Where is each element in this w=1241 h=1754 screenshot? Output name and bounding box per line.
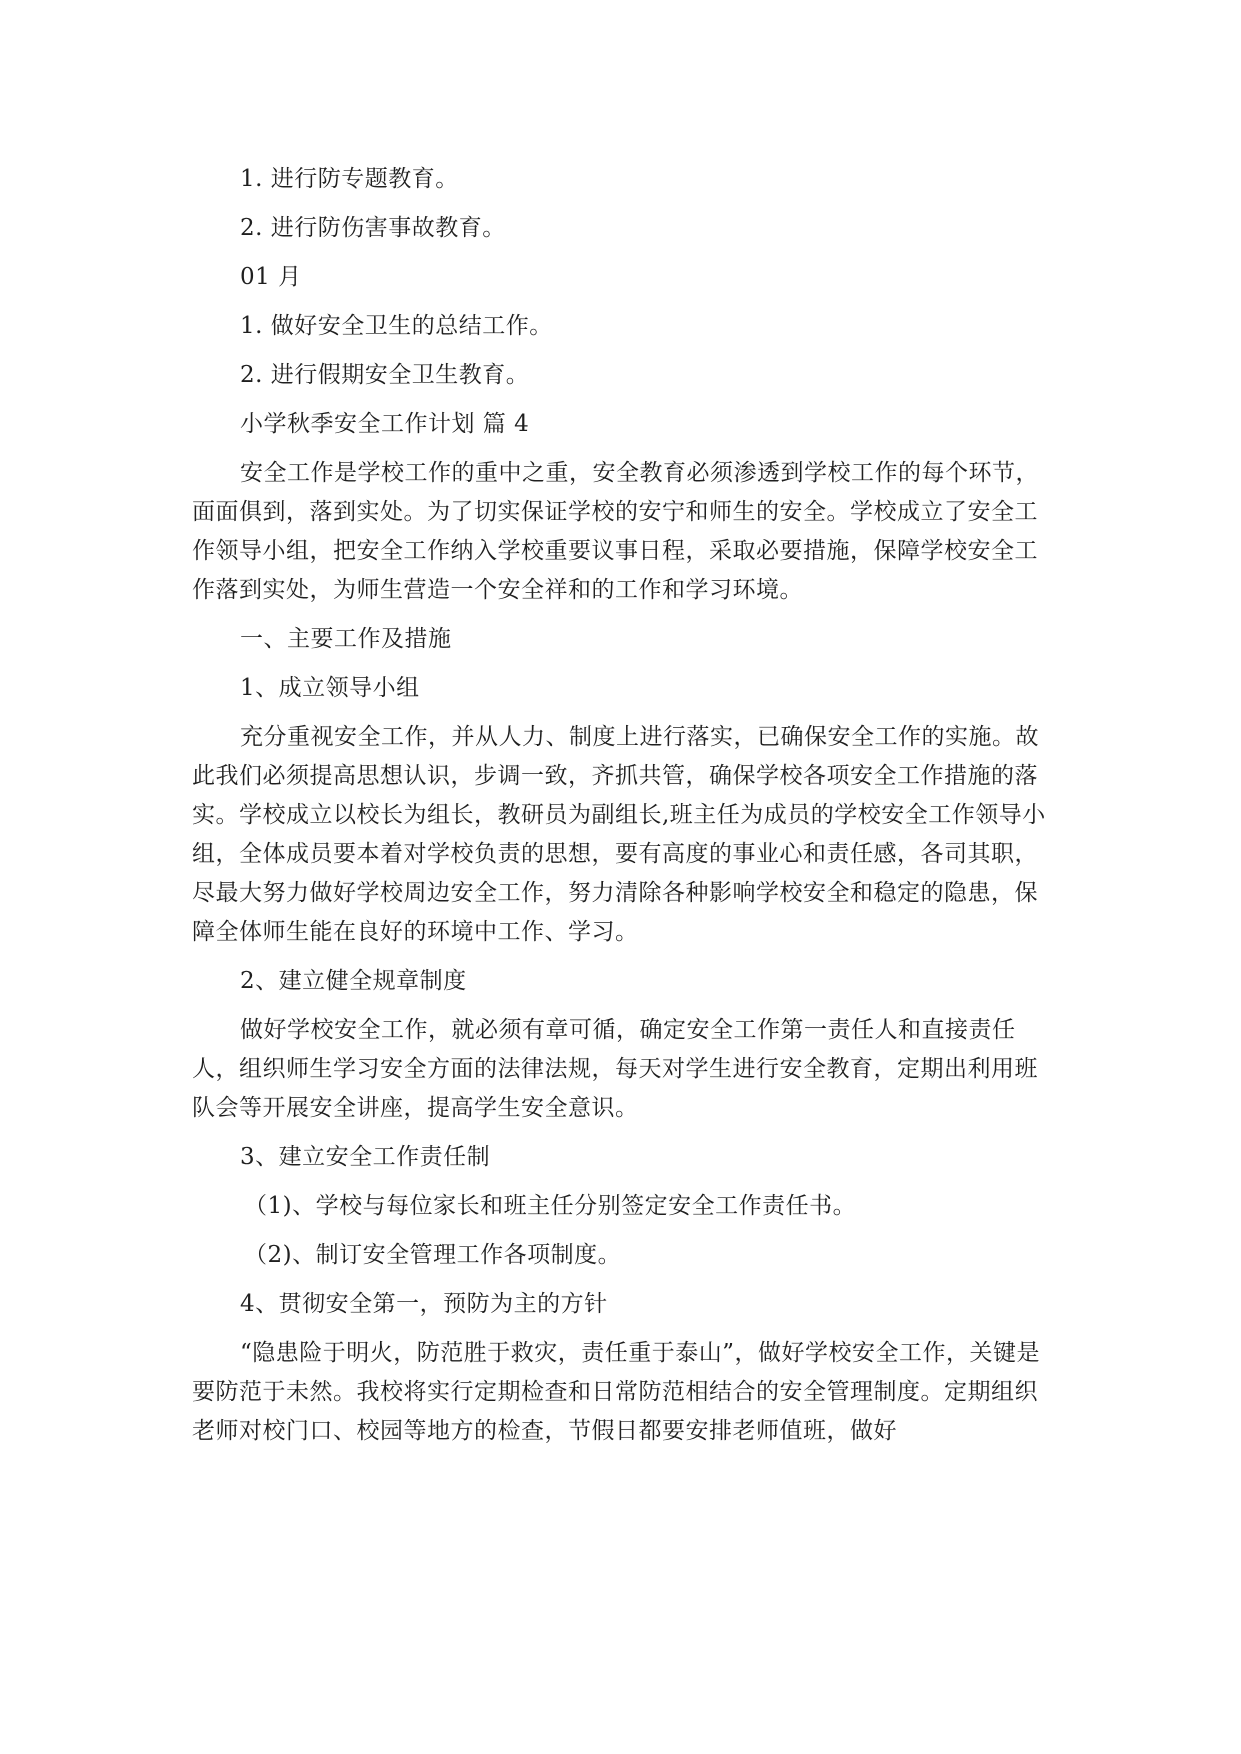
- subheading: 4、贯彻安全第一，预防为主的方针: [240, 1291, 608, 1317]
- body-paragraph: 充分重视安全工作，并从人力、制度上进行落实，已确保安全工作的实施。故此我们必须提高思想认识，步调一致，齐抓共管，确保学校各项安全工作措施的落实。学校成立以校长为组长，教研员为副组长,班主任为成员的学校安全工作领导小组，全体成员要本着对学校负责的思想，要有高度的事业心和责任感，各司其职，尽最大努力做好学校周边安全工作，努力清除各种影响学校安全和稳定的隐患，保障全体师生能在良好的环境中工作、学习。: [192, 724, 1046, 945]
- heading: 一、主要工作及措施: [240, 626, 452, 652]
- list-item: 1. 做好安全卫生的总结工作。: [240, 313, 553, 339]
- document-body: [192, 160, 1052, 1451]
- subheading: 1、成立领导小组: [240, 675, 420, 701]
- subheading: 3、建立安全工作责任制: [240, 1144, 491, 1170]
- list-item: （1)、学校与每位家长和班主任分别签定安全工作责任书。: [244, 1193, 857, 1219]
- subheading: 2、建立健全规章制度: [240, 968, 467, 994]
- list-item: 2. 进行假期安全卫生教育。: [240, 362, 530, 388]
- body-paragraph: “隐患险于明火，防范胜于救灾，责任重于泰山”，做好学校安全工作，关键是要防范于未然。我校将实行定期检查和日常防范相结合的安全管理制度。定期组织老师对校门口、校园等地方的检查，节假日都要安排老师值班，做好: [192, 1340, 1041, 1444]
- list-item: （2)、制订安全管理工作各项制度。: [244, 1242, 622, 1268]
- body-paragraph: 做好学校安全工作，就必须有章可循，确定安全工作第一责任人和直接责任人，组织师生学习安全方面的法律法规，每天对学生进行安全教育，定期出利用班队会等开展安全讲座，提高学生安全意识。: [192, 1017, 1038, 1121]
- body-paragraph: 安全工作是学校工作的重中之重，安全教育必须渗透到学校工作的每个环节，面面俱到，落到实处。为了切实保证学校的安宁和师生的安全。学校成立了安全工作领导小组，把安全工作纳入学校重要议事日程，采取必要措施，保障学校安全工作落到实处，为师生营造一个安全祥和的工作和学习环境。: [192, 460, 1039, 603]
- list-item: 1. 进行防专题教育。: [240, 166, 459, 192]
- list-item: 2. 进行防伤害事故教育。: [240, 215, 506, 241]
- section-title: 小学秋季安全工作计划 篇 4: [240, 411, 530, 437]
- month-heading: 01 月: [240, 264, 302, 290]
